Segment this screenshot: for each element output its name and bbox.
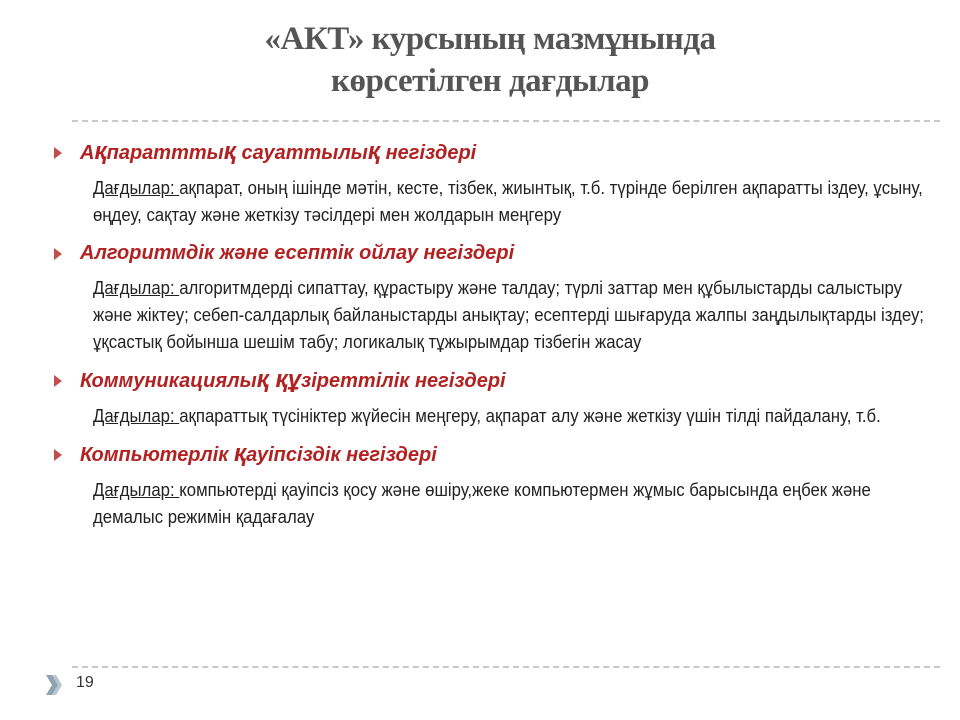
heading-part: Коммуникациялы: [80, 370, 257, 392]
heading-part: қ: [367, 138, 381, 165]
title-line-1: «АКТ» курсының мазмұнында: [264, 21, 716, 57]
section-computer-safety: [52, 440, 936, 531]
heading-part: ауіпсіздік негіздері: [246, 444, 437, 466]
section-description: [93, 175, 930, 229]
heading-part: негіздері: [380, 142, 477, 164]
page-number: 19: [76, 674, 94, 691]
section-communication: [52, 366, 936, 430]
section-algorithmic-thinking: [52, 239, 936, 356]
skills-label: Дағдылар:: [93, 178, 180, 198]
skills-text: алгоритмдерді сипаттау, құрастыру және талдау; түрлі заттар мен құбылыстарды салыстыру және жіктеу; себеп-салдарлық байланыстарды анықтау; есептерді шығаруда жалпы заңдылықтарды іздеу; ұқсастық бойынша шешім табу; логикалық тұжырымдар тізбегін жасау: [93, 278, 924, 352]
section-heading: [52, 239, 936, 267]
bottom-divider: [72, 666, 940, 668]
skills-label: Дағдылар:: [93, 278, 180, 298]
heading-part: қ: [94, 138, 107, 165]
heading-part: Алгоритмдік және есептік ойлау негіздері: [80, 242, 515, 264]
section-description: [93, 275, 930, 356]
section-description: [93, 403, 930, 430]
heading-part: параттты: [106, 142, 224, 164]
heading-part: А: [80, 142, 95, 164]
bullet-arrow-icon: [54, 147, 62, 159]
slide-title: [120, 18, 860, 102]
heading-part: зіреттілік негіздері: [301, 370, 506, 392]
skills-label: Дағдылар:: [93, 406, 180, 426]
heading-part: қ: [223, 138, 236, 165]
skills-text: компьютерді қауіпсіз қосу және өшіру,жеке компьютермен жұмыс барысында еңбек және демалыс режимін қадағалау: [93, 480, 871, 527]
heading-part: қ: [233, 440, 247, 467]
bullet-arrow-icon: [54, 248, 62, 260]
section-description: [93, 477, 930, 531]
bullet-arrow-icon: [54, 375, 62, 387]
section-heading: [52, 366, 936, 395]
section-heading: [52, 440, 936, 469]
skills-label: Дағдылар:: [93, 480, 180, 500]
heading-part: қ құ: [256, 366, 302, 393]
skills-text: ақпараттық түсініктер жүйесін меңгеру, ақпарат алу және жеткізу үшін тілді пайдалану, т.б.: [179, 406, 881, 426]
section-information-literacy: [52, 138, 936, 229]
title-line-2: көрсетілген дағдылар: [331, 63, 649, 99]
slide-content: [52, 138, 936, 541]
top-divider: [72, 120, 940, 122]
page-marker-icon: [46, 675, 62, 695]
heading-part: Компьютерлік: [80, 444, 234, 466]
bullet-arrow-icon: [54, 449, 62, 461]
heading-part: сауаттылы: [235, 142, 368, 164]
skills-text: ақпарат, оның ішінде мәтін, кесте, тізбек, жиынтық, т.б. түрінде берілген ақпаратты іздеу, ұсыну, өңдеу, сақтау және жеткізу тәсілдері мен жолдарын меңгеру: [93, 178, 923, 225]
section-heading: [52, 138, 936, 167]
